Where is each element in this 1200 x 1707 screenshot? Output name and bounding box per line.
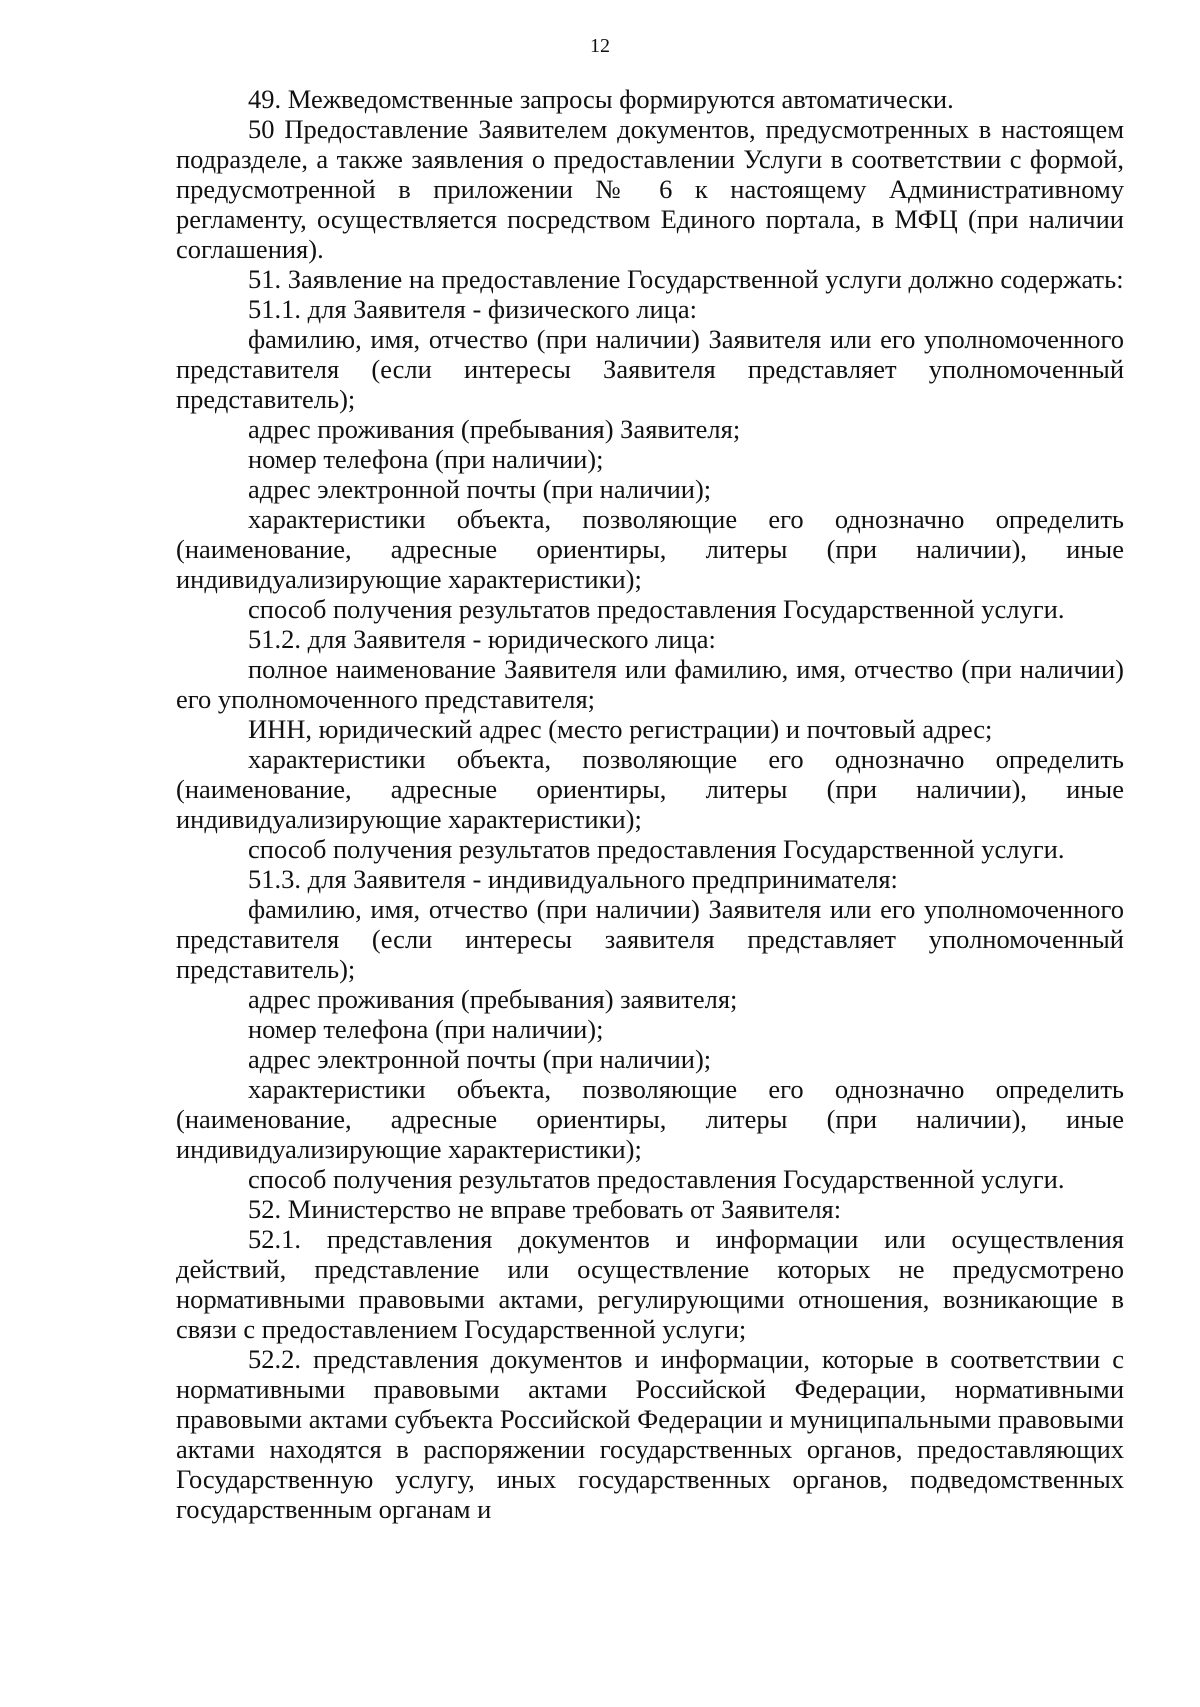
paragraph: номер телефона (при наличии);	[248, 1014, 604, 1044]
paragraph: адрес электронной почты (при наличии);	[248, 1044, 712, 1074]
paragraph: адрес электронной почты (при наличии);	[248, 474, 712, 504]
paragraph: адрес проживания (пребывания) заявителя;	[248, 984, 738, 1014]
page-number: 12	[590, 35, 610, 57]
paragraph: 51.2. для Заявителя - юридического лица:	[248, 624, 716, 654]
paragraph: способ получения результатов предоставления Государственной услуги.	[248, 594, 1065, 624]
paragraph: способ получения результатов предоставления Государственной услуги.	[248, 1164, 1065, 1194]
paragraph: 49. Межведомственные запросы формируются автоматически.	[248, 84, 954, 114]
paragraph: 52.1. представления документов и информации или осуществления действий, представление или осуществление которых не предусмотрено нормативными правовыми актами, регулирующими отношения, возникающие в связи с предоставлением Государственной услуги;	[176, 1224, 1124, 1344]
paragraph: фамилию, имя, отчество (при наличии) Заявителя или его уполномоченного представителя (если интересы заявителя представляет уполномоченный представитель);	[176, 894, 1124, 984]
paragraph: характеристики объекта, позволяющие его однозначно определить (наименование, адресные ориентиры, литеры (при наличии), иные индивидуализирующие характеристики);	[176, 504, 1124, 594]
paragraph: 52.2. представления документов и информации, которые в соответствии с нормативными правовыми актами Российской Федерации, нормативными правовыми актами субъекта Российской Федерации и муниципальными правовыми актами находятся в распоряжении государственных органов, предоставляющих Государственную услугу, иных государственных органов, подведомственных государственным органам и	[176, 1344, 1124, 1524]
paragraph: характеристики объекта, позволяющие его однозначно определить (наименование, адресные ориентиры, литеры (при наличии), иные индивидуализирующие характеристики);	[176, 744, 1124, 834]
paragraph: 50 Предоставление Заявителем документов, предусмотренных в настоящем подразделе, а также заявления о предоставлении Услуги в соответствии с формой, предусмотренной в приложении № 6 к настоящему Административному регламенту, осуществляется посредством Единого портала, в МФЦ (при наличии соглашения).	[176, 114, 1124, 264]
paragraph: ИНН, юридический адрес (место регистрации) и почтовый адрес;	[248, 714, 993, 744]
paragraph: адрес проживания (пребывания) Заявителя;	[248, 414, 741, 444]
paragraph: номер телефона (при наличии);	[248, 444, 604, 474]
document-body	[176, 84, 1124, 1524]
paragraph: способ получения результатов предоставления Государственной услуги.	[248, 834, 1065, 864]
paragraph: фамилию, имя, отчество (при наличии) Заявителя или его уполномоченного представителя (если интересы Заявителя представляет уполномоченный представитель);	[176, 324, 1124, 414]
paragraph: полное наименование Заявителя или фамилию, имя, отчество (при наличии) его уполномоченного представителя;	[176, 654, 1124, 714]
paragraph: 51. Заявление на предоставление Государственной услуги должно содержать:	[248, 264, 1124, 294]
paragraph: 51.3. для Заявителя - индивидуального предпринимателя:	[248, 864, 898, 894]
paragraph: 51.1. для Заявителя - физического лица:	[248, 294, 697, 324]
paragraph: 52. Министерство не вправе требовать от Заявителя:	[248, 1194, 842, 1224]
paragraph: характеристики объекта, позволяющие его однозначно определить (наименование, адресные ориентиры, литеры (при наличии), иные индивидуализирующие характеристики);	[176, 1074, 1124, 1164]
